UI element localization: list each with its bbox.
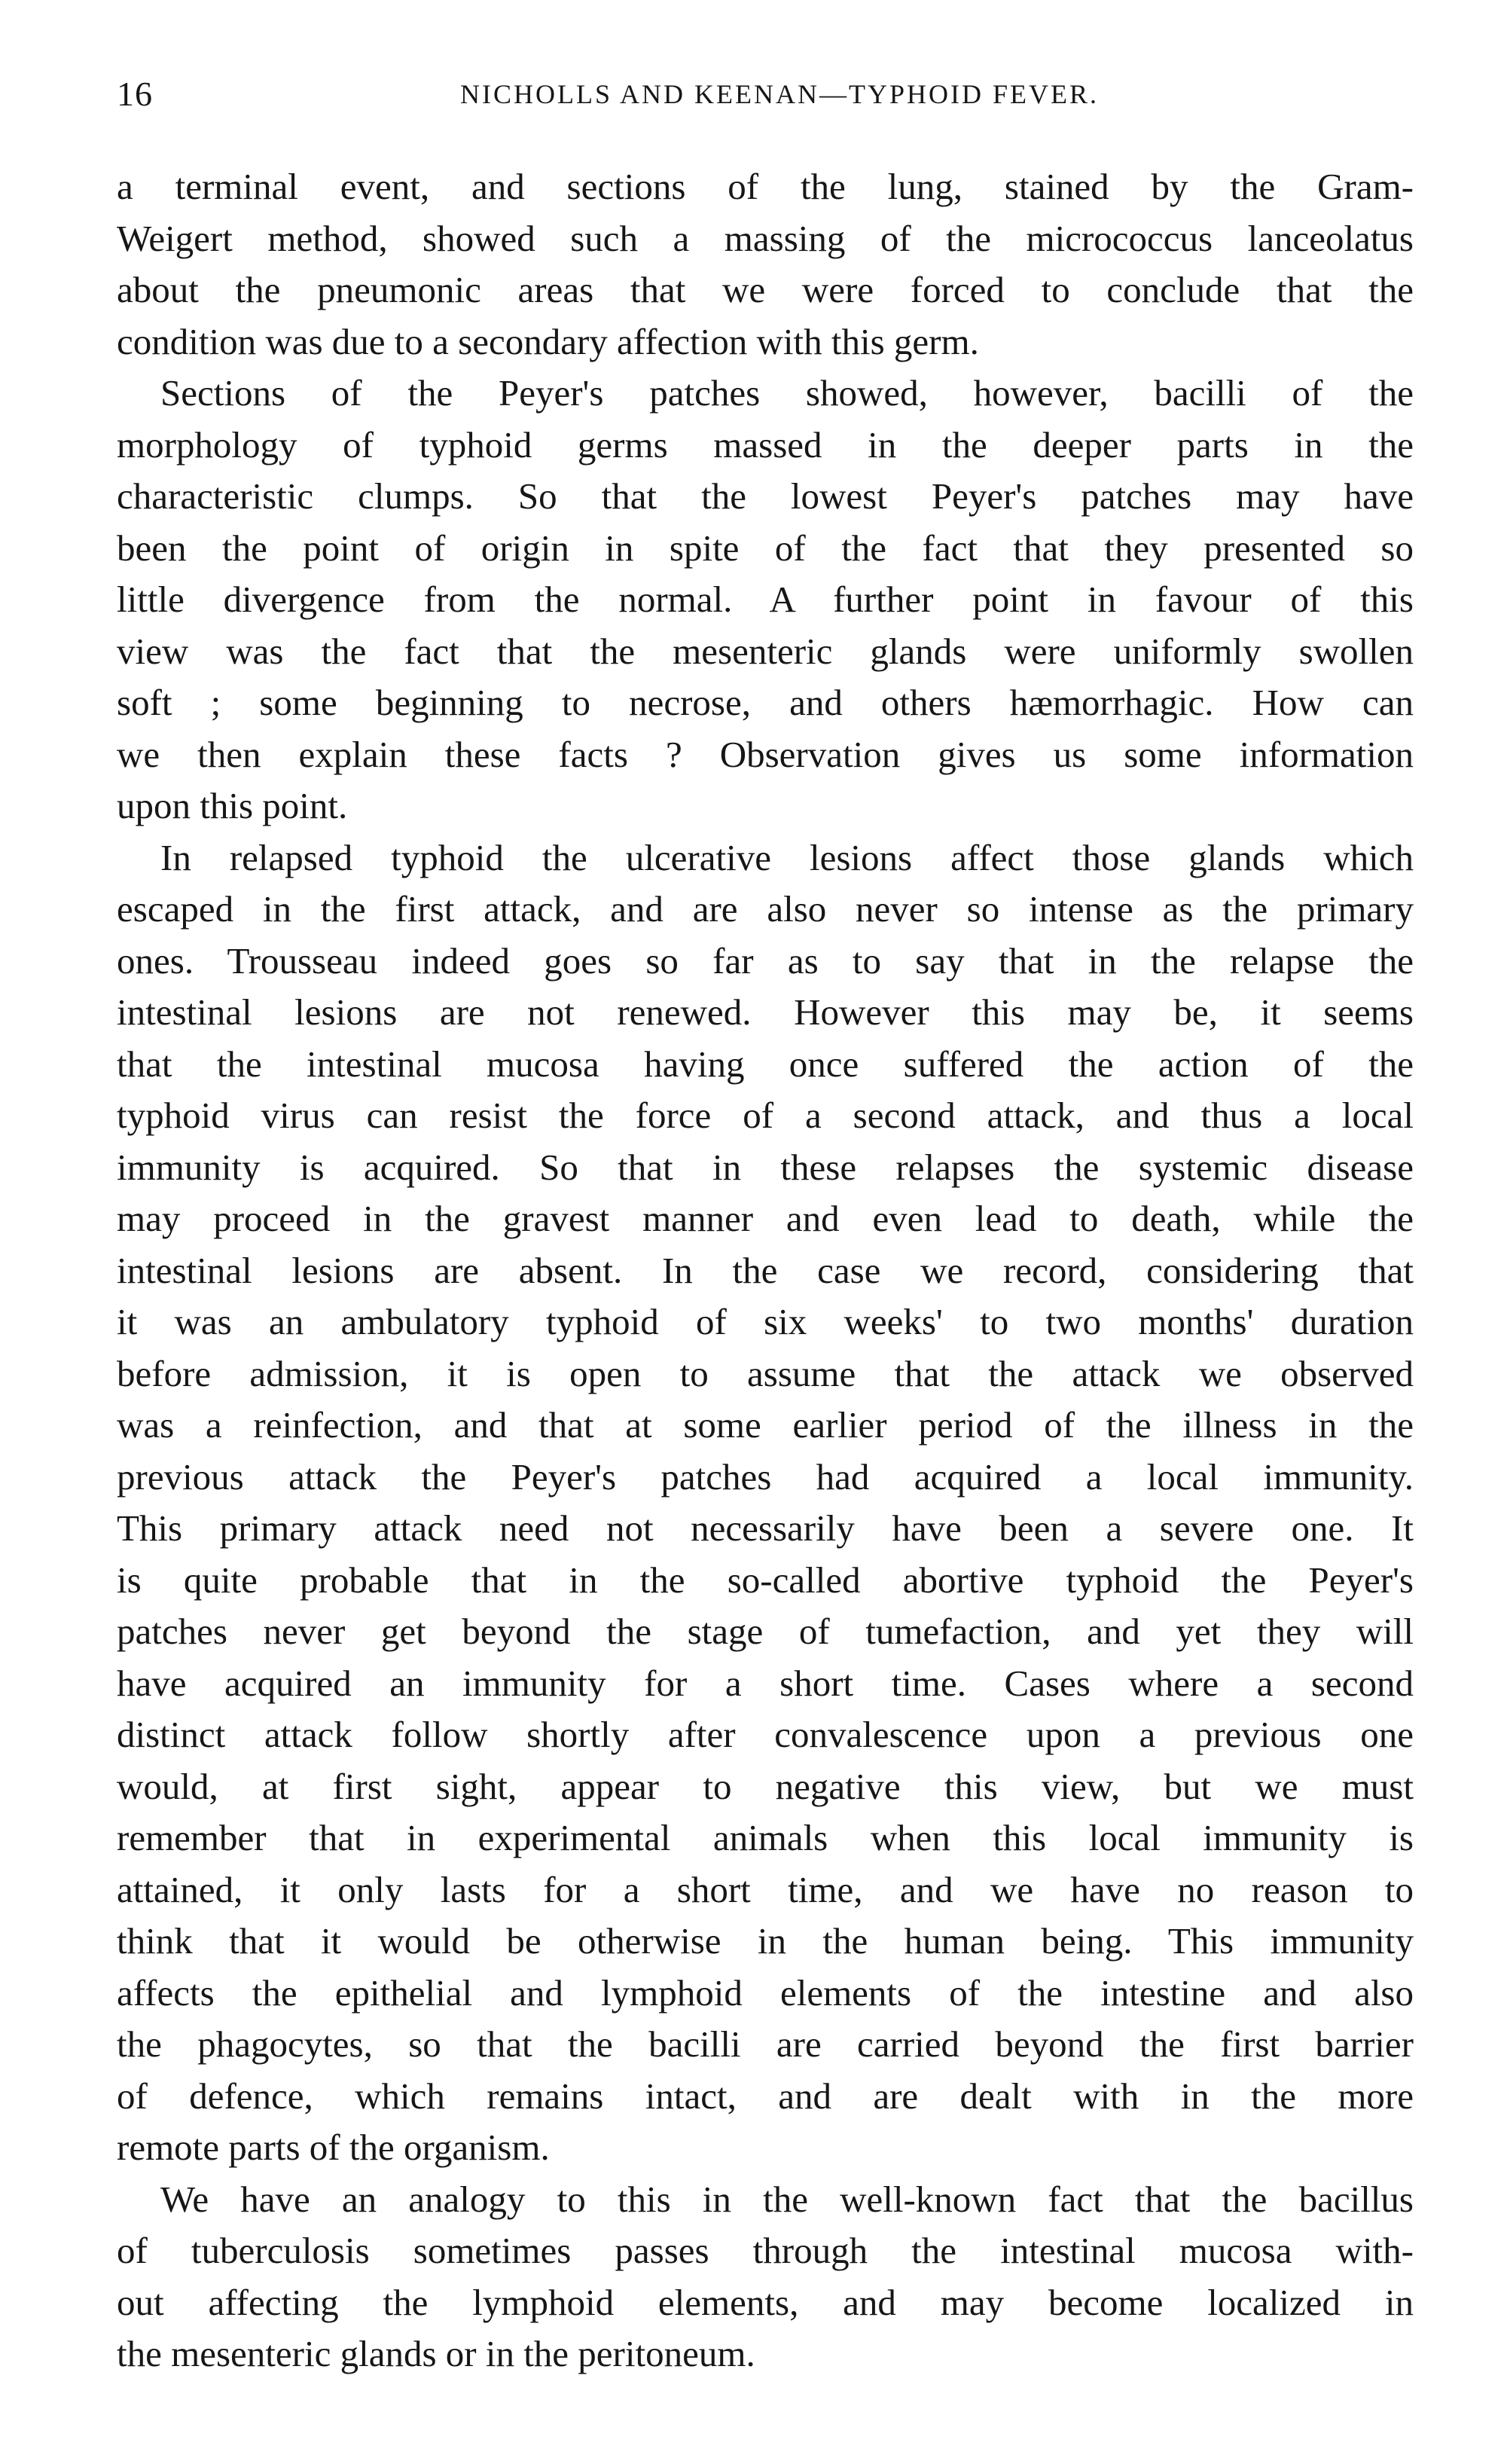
text-line: Weigert method, showed such a massing of the micrococcus lanceolatus (117, 217, 1414, 259)
text-line: been the point of origin in spite of the fact that they presented so (117, 527, 1414, 569)
text-line: This primary attack need not necessarily have been a severe one. It (117, 1507, 1414, 1549)
text-line: would, at first sight, appear to negative this view, but we must (117, 1765, 1414, 1807)
text-line: before admission, it is open to assume that the attack we observed (117, 1352, 1414, 1394)
text-line: patches never get beyond the stage of tumefaction, and yet they will (117, 1611, 1414, 1652)
text-line: we then explain these facts ? Observation gives us some information (117, 733, 1414, 775)
text-line: intestinal lesions are not renewed. However this may be, it seems (117, 991, 1414, 1033)
text-line: think that it would be otherwise in the human being. This immunity (117, 1920, 1414, 1962)
text-line: escaped in the first attack, and are also never so intense as the primary (117, 888, 1414, 930)
text-line: little divergence from the normal. A further point in favour of this (117, 579, 1414, 620)
body-text (117, 161, 1414, 2380)
text-line: upon this point. (117, 785, 348, 826)
text-line: previous attack the Peyer's patches had acquired a local immunity. (117, 1455, 1414, 1498)
text-line: morphology of typhoid germs massed in the deeper parts in the (117, 423, 1414, 466)
text-line: intestinal lesions are absent. In the case we record, considering that (117, 1249, 1414, 1291)
text-line: that the intestinal mucosa having once suffered the action of the (117, 1043, 1414, 1085)
text-line: attained, it only lasts for a short time, and we have no reason to (117, 1868, 1414, 1910)
text-line: distinct attack follow shortly after convalescence upon a previous one (117, 1714, 1414, 1755)
text-line: condition was due to a secondary affection with this germ. (117, 320, 979, 362)
text-line: of tuberculosis sometimes passes through the intestinal mucosa with- (117, 2230, 1414, 2271)
text-line: have acquired an immunity for a short time. Cases where a second (117, 1662, 1414, 1704)
page-number: 16 (117, 75, 153, 113)
text-line: immunity is acquired. So that in these relapses the systemic disease (117, 1146, 1414, 1188)
text-line: remote parts of the organism. (117, 2127, 550, 2168)
text-line: In relapsed typhoid the ulcerative lesions affect those glands which (160, 836, 1414, 878)
text-line: out affecting the lymphoid elements, and may become localized in (117, 2281, 1414, 2323)
text-line: view was the fact that the mesenteric glands were uniformly swollen (117, 630, 1414, 672)
text-line: affects the epithelial and lymphoid elements of the intestine and also (117, 1971, 1414, 2014)
text-line: may proceed in the gravest manner and even lead to death, while the (117, 1198, 1414, 1239)
page-header (117, 74, 1412, 119)
text-line: about the pneumonic areas that we were forced to conclude that the (117, 269, 1414, 310)
text-line: was a reinfection, and that at some earlier period of the illness in the (117, 1404, 1414, 1446)
text-line: soft ; some beginning to necrose, and others hæmorrhagic. How can (117, 682, 1414, 723)
text-line: ones. Trousseau indeed goes so far as to say that in the relapse the (117, 939, 1414, 982)
text-line: characteristic clumps. So that the lowest Peyer's patches may have (117, 475, 1414, 517)
running-head: NICHOLLS AND KEENAN—TYPHOID FEVER. (460, 79, 1099, 109)
text-line: a terminal event, and sections of the lung, stained by the Gram- (117, 166, 1414, 207)
text-line: typhoid virus can resist the force of a second attack, and thus a local (117, 1095, 1414, 1136)
text-line: of defence, which remains intact, and are dealt with in the more (117, 2075, 1414, 2117)
text-line: the mesenteric glands or in the peritoneum. (117, 2333, 755, 2374)
text-line: We have an analogy to this in the well-known fact that the bacillus (160, 2178, 1414, 2220)
text-line: the phagocytes, so that the bacilli are carried beyond the first barrier (117, 2023, 1414, 2065)
text-line: remember that in experimental animals when this local immunity is (117, 1817, 1414, 1858)
text-line: is quite probable that in the so-called abortive typhoid the Peyer's (117, 1559, 1414, 1601)
text-line: it was an ambulatory typhoid of six weeks' to two months' duration (117, 1301, 1414, 1342)
text-line: Sections of the Peyer's patches showed, however, bacilli of the (160, 372, 1414, 414)
